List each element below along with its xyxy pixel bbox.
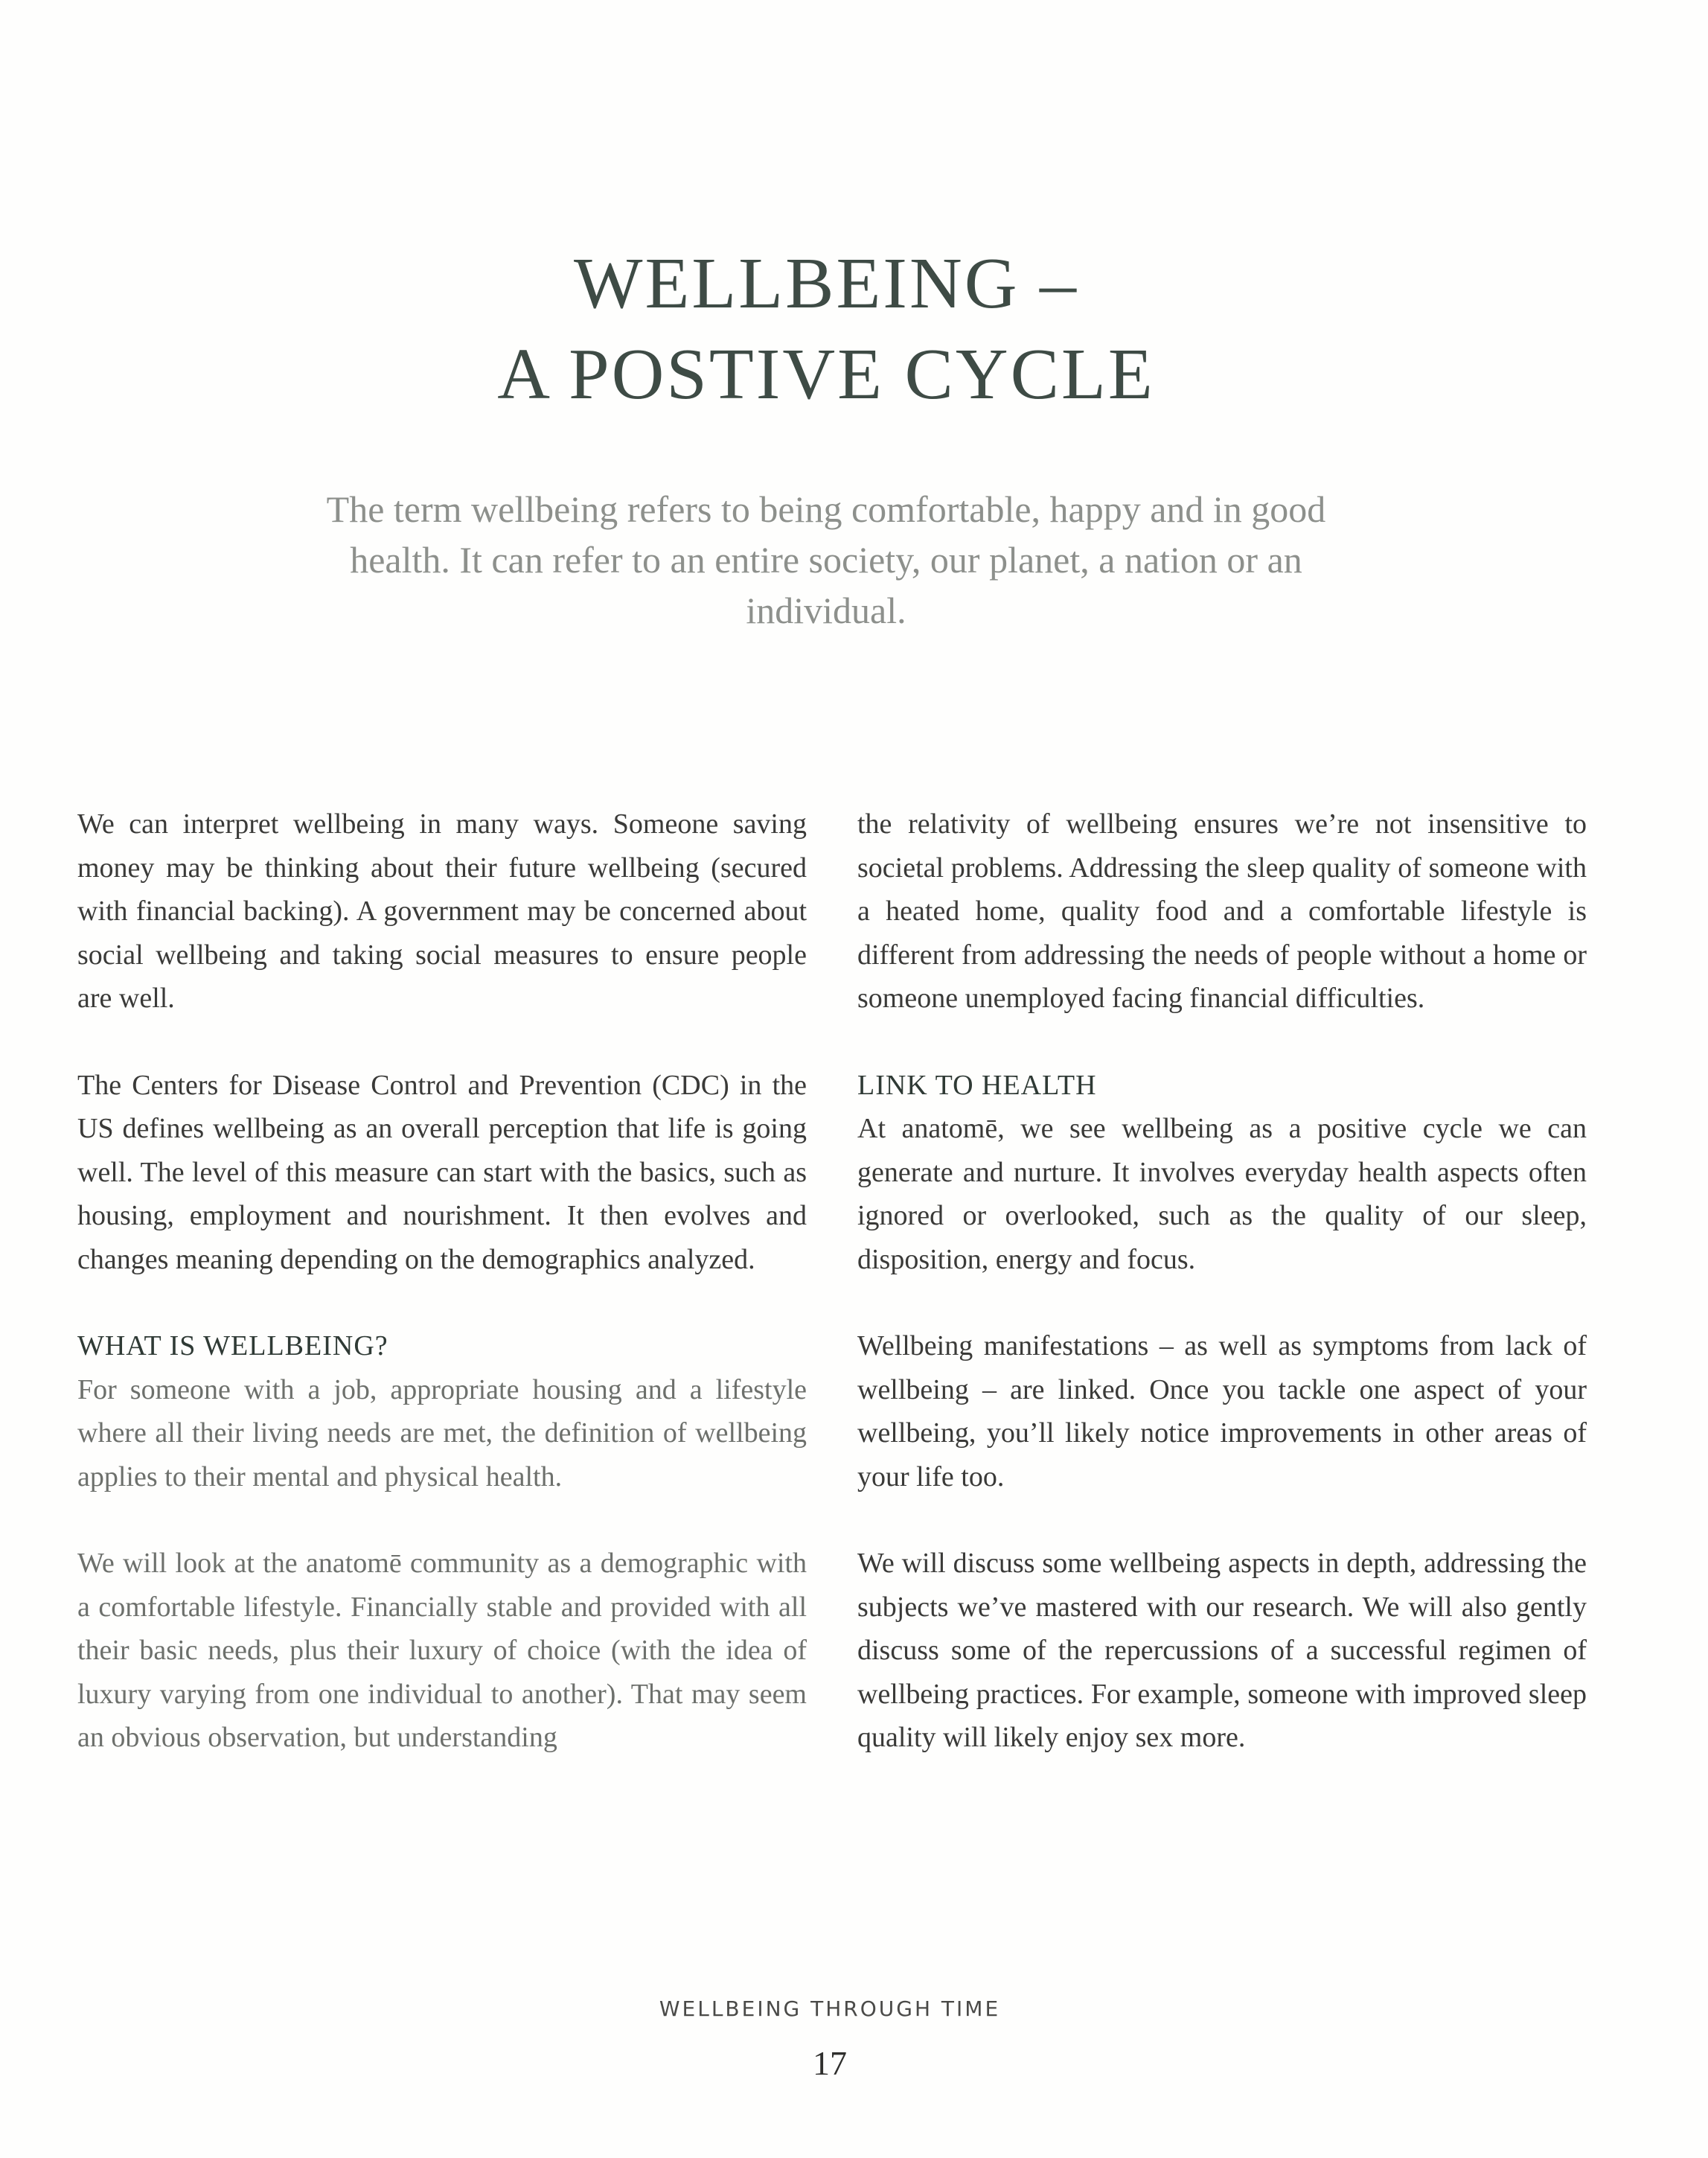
- right-paragraph-4: We will discuss some wellbeing aspects in depth, addressing the subjects we’ve mastered with our research. We will also gently discuss some of the repercussions of a successful regimen of wellbeing practices. For example, someone with improved sleep quality will likely enjoy sex more.: [857, 1548, 1587, 1753]
- intro-paragraph: The term wellbeing refers to being comfortable, happy and in good health. It can refer to an entire society, our planet, a nation or an individual.: [326, 488, 1326, 631]
- left-column: [77, 802, 807, 1803]
- right-column: [857, 802, 1587, 1803]
- section-heading-what-is-wellbeing: WHAT IS WELLBEING?: [77, 1330, 388, 1361]
- left-paragraph-3: For someone with a job, appropriate housing and a lifestyle where all their living needs are met, the definition of wellbeing applies to their mental and physical health.: [77, 1373, 807, 1493]
- right-paragraph-3: Wellbeing manifestations – as well as symptoms from lack of wellbeing – are linked. Once you tackle one aspect of your wellbeing, you’ll likely notice improvements in other areas of your life too.: [857, 1330, 1587, 1493]
- running-footer-section-label: WELLBEING THROUGH TIME: [659, 1996, 1001, 2021]
- right-paragraph-1: the relativity of wellbeing ensures we’re not insensitive to societal problems. Addressing the sleep quality of someone with a heated home, quality food and a comfortable lifestyle is different from addressing the needs of people without a home or someone unemployed facing financial difficulties.: [857, 808, 1587, 1014]
- page-title-line-1: WELLBEING –: [574, 243, 1078, 324]
- right-paragraph-2: At anatomē, we see wellbeing as a positive cycle we can generate and nurture. It involves everyday health aspects often ignored or overlooked, such as the quality of our sleep, disposition, energy and focus.: [857, 1113, 1587, 1275]
- page-title-line-2: A POSTIVE CYCLE: [497, 334, 1155, 415]
- left-paragraph-2: The Centers for Disease Control and Prevention (CDC) in the US defines wellbeing as an overall perception that life is going well. The level of this measure can start with the basics, such as housing, employment and nourishment. It then evolves and changes meaning depending on the demographics analyzed.: [77, 1069, 807, 1275]
- page-title: [0, 238, 1652, 420]
- left-paragraph-4: We will look at the anatomē community as a demographic with a comfortable lifestyle. Financially stable and provided with all their basic needs, plus their luxury of choice (with the idea of luxury varying from one individual to another). That may seem an obvious observation, but understanding: [77, 1548, 807, 1753]
- left-paragraph-1: We can interpret wellbeing in many ways. Someone saving money may be thinking about their future wellbeing (secured with financial backing). A government may be concerned about social wellbeing and taking social measures to ensure people are well.: [77, 808, 807, 1014]
- page-number: 17: [813, 2044, 847, 2082]
- section-heading-link-to-health: LINK TO HEALTH: [857, 1069, 1097, 1101]
